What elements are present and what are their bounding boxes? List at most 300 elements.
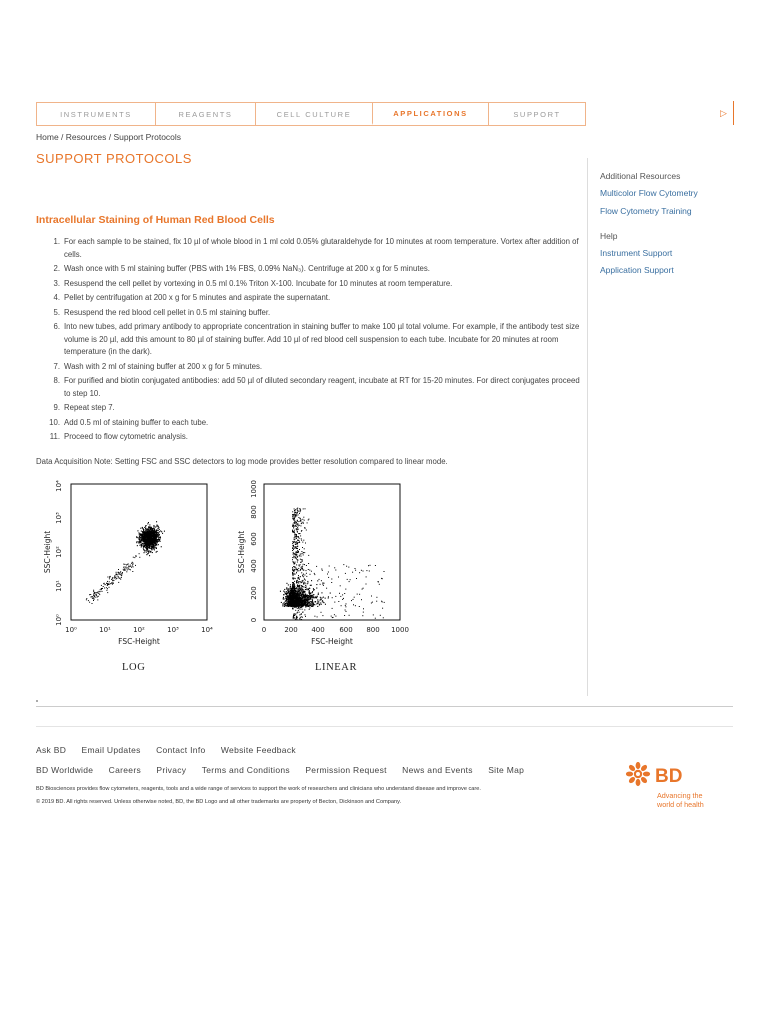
- scatter-point: [295, 567, 296, 568]
- scatter-point: [316, 597, 317, 598]
- scatter-point: [304, 592, 305, 593]
- scatter-point: [292, 584, 293, 585]
- scatter-point: [300, 609, 301, 610]
- scatter-point: [156, 532, 157, 533]
- scatter-point: [297, 548, 298, 549]
- sidebar-link-multicolor-flow-cytometry[interactable]: Multicolor Flow Cytometry: [600, 188, 698, 198]
- scatter-point: [311, 580, 312, 581]
- scatter-point: [338, 577, 339, 578]
- scatter-point: [111, 579, 112, 580]
- scatter-point: [121, 575, 122, 576]
- scatter-point: [306, 602, 307, 603]
- scatter-point: [305, 605, 306, 606]
- scatter-point: [295, 546, 296, 547]
- scatter-point: [152, 530, 153, 531]
- scatter-point: [101, 585, 102, 586]
- scatter-point: [319, 604, 320, 605]
- scatter-point: [298, 578, 299, 579]
- scatter-point: [299, 600, 300, 601]
- footer-link-permission-request[interactable]: Permission Request: [305, 765, 387, 775]
- scatter-point: [153, 548, 154, 549]
- scatter-point: [304, 527, 305, 528]
- scatter-point: [92, 603, 93, 604]
- scatter-point: [321, 612, 322, 613]
- scatter-point: [292, 569, 293, 570]
- scatter-point: [286, 583, 287, 584]
- scatter-point: [126, 568, 127, 569]
- protocol-step: [36, 321, 588, 359]
- scatter-point: [298, 570, 299, 571]
- scatter-point: [293, 601, 294, 602]
- scatter-point: [306, 530, 307, 531]
- breadcrumb[interactable]: Home / Resources / Support Protocols: [36, 132, 182, 142]
- scatter-point: [304, 575, 305, 576]
- scatter-point: [109, 584, 110, 585]
- footer-link-ask-bd[interactable]: Ask BD: [36, 745, 67, 755]
- scatter-point: [384, 602, 385, 603]
- scatter-point: [323, 585, 324, 586]
- scatter-point: [99, 594, 100, 595]
- scatter-point: [93, 595, 94, 596]
- scatter-point: [299, 566, 300, 567]
- bd-logo-text: BD: [655, 766, 683, 787]
- scatter-point: [296, 617, 297, 618]
- scatter-point: [298, 517, 299, 518]
- scatter-point: [128, 563, 129, 564]
- scatter-point: [151, 549, 152, 550]
- scatter-point: [93, 594, 94, 595]
- scatter-point: [300, 576, 301, 577]
- scatter-point: [92, 596, 93, 597]
- scatter-point: [154, 549, 155, 550]
- scatter-point: [151, 539, 152, 540]
- footer-link-careers[interactable]: Careers: [108, 765, 142, 775]
- footer-link-bd-worldwide[interactable]: BD Worldwide: [36, 765, 94, 775]
- footer-link-terms[interactable]: Terms and Conditions: [201, 765, 290, 775]
- scatter-point: [307, 581, 308, 582]
- scatter-point: [147, 538, 148, 539]
- scatter-point: [302, 582, 303, 583]
- scatter-point: [298, 551, 299, 552]
- scatter-point: [293, 595, 294, 596]
- scatter-point: [156, 526, 157, 527]
- scatter-point: [137, 530, 138, 531]
- scatter-point: [296, 600, 297, 601]
- scatter-point: [294, 585, 295, 586]
- scatter-point: [154, 530, 155, 531]
- scatter-point: [135, 565, 136, 566]
- scatter-point: [296, 619, 297, 620]
- scatter-point: [307, 583, 308, 584]
- scatter-point: [291, 591, 292, 592]
- scatter-point: [118, 569, 119, 570]
- scatter-point: [144, 527, 145, 528]
- footer-blurb: BD Biosciences provides flow cytometers, reagents, tools and a wide range of services to support the work of researchers and clinicians who understand disease and improve care.: [36, 786, 481, 792]
- scatter-point: [131, 567, 132, 568]
- scatter-point: [98, 591, 99, 592]
- scatter-point: [293, 579, 294, 580]
- data-acquisition-note: Data Acquisition Note: Setting FSC and SSC detectors to log mode provides better resolution compared to linear mode.: [36, 457, 448, 466]
- scatter-point: [148, 529, 149, 530]
- scatter-point: [151, 543, 152, 544]
- scatter-point: [299, 599, 300, 600]
- scatter-point: [297, 562, 298, 563]
- scatter-point: [284, 604, 285, 605]
- scatter-point: [298, 581, 299, 582]
- scatter-point: [305, 595, 306, 596]
- scatter-point: [293, 606, 294, 607]
- scatter-point: [132, 562, 133, 563]
- scatter-point: [341, 605, 342, 606]
- scatter-point: [143, 549, 144, 550]
- scatter-point: [299, 521, 300, 522]
- scatter-point: [296, 536, 297, 537]
- scatter-point: [118, 582, 119, 583]
- scatter-point: [156, 535, 157, 536]
- scatter-point: [296, 603, 297, 604]
- scatter-point: [300, 592, 301, 593]
- scatter-point: [143, 548, 144, 549]
- scatter-point: [142, 534, 143, 535]
- scatter-point: [142, 543, 143, 544]
- scatter-point: [345, 610, 346, 611]
- scatter-point: [345, 589, 346, 590]
- scatter-point: [295, 512, 296, 513]
- scatter-point: [302, 561, 303, 562]
- plot-frame: [71, 484, 207, 620]
- scatter-point: [289, 605, 290, 606]
- scatter-point: [292, 567, 293, 568]
- scatter-point: [151, 546, 152, 547]
- nav-tab-applications[interactable]: APPLICATIONS: [372, 103, 488, 125]
- log-y-ticks: [55, 480, 63, 626]
- scatter-point: [298, 521, 299, 522]
- scatter-point: [375, 565, 376, 566]
- x-tick-label: 10²: [133, 626, 145, 634]
- scatter-point: [295, 602, 296, 603]
- scatter-point: [148, 540, 149, 541]
- scatter-point: [290, 598, 291, 599]
- scatter-point: [301, 523, 302, 524]
- sidebar-link-flow-cytometry-training[interactable]: Flow Cytometry Training: [600, 206, 692, 216]
- scatter-point: [114, 576, 115, 577]
- footer-copyright: © 2019 BD. All rights reserved. Unless otherwise noted, BD, the BD Logo and all other trademarks are property of Becton, Dickinson and Company.: [36, 799, 401, 805]
- scatter-point: [298, 582, 299, 583]
- scatter-point: [293, 604, 294, 605]
- scatter-point: [109, 578, 110, 579]
- bd-logo[interactable]: [625, 762, 725, 810]
- scatter-point: [302, 596, 303, 597]
- scatter-point: [303, 584, 304, 585]
- scatter-point: [140, 528, 141, 529]
- scatter-point: [363, 571, 364, 572]
- scatter-point: [151, 533, 152, 534]
- scatter-point: [296, 534, 297, 535]
- nav-tab-instruments[interactable]: INSTRUMENTS: [36, 103, 155, 125]
- scatter-point: [295, 542, 296, 543]
- scatter-point: [294, 607, 295, 608]
- scatter-point: [95, 597, 96, 598]
- scatter-point: [120, 571, 121, 572]
- footer-link-privacy[interactable]: Privacy: [156, 765, 187, 775]
- scatter-point: [292, 557, 293, 558]
- scatter-point: [127, 569, 128, 570]
- scatter-point: [94, 599, 95, 600]
- scatter-point: [302, 566, 303, 567]
- scatter-point: [298, 568, 299, 569]
- scatter-point: [143, 546, 144, 547]
- scatter-point: [100, 591, 101, 592]
- scatter-point: [296, 572, 297, 573]
- scatter-point: [296, 597, 297, 598]
- scatter-point: [292, 541, 293, 542]
- scatter-point: [291, 601, 292, 602]
- scatter-point: [303, 570, 304, 571]
- scatter-point: [93, 598, 94, 599]
- scatter-point: [144, 545, 145, 546]
- scatter-point: [305, 614, 306, 615]
- scatter-point: [301, 551, 302, 552]
- scatter-point: [100, 589, 101, 590]
- step-number: 10.: [49, 417, 60, 427]
- scatter-point: [292, 530, 293, 531]
- scatter-point: [296, 552, 297, 553]
- scatter-point: [294, 539, 295, 540]
- sidebar-link-application-support[interactable]: Application Support: [600, 265, 674, 275]
- scatter-point: [294, 594, 295, 595]
- scatter-point: [305, 603, 306, 604]
- footer-link-contact-info[interactable]: Contact Info: [156, 745, 206, 755]
- scatter-point: [144, 541, 145, 542]
- scatter-point: [130, 566, 131, 567]
- scatter-point: [359, 594, 360, 595]
- scatter-point: [295, 534, 296, 535]
- scatter-point: [143, 530, 144, 531]
- scatter-point: [300, 602, 301, 603]
- scatter-point: [155, 545, 156, 546]
- step-text: Resuspend the cell pellet by vortexing in 0.5 ml 0.1% Triton X-100. Incubate for 10 minutes at room temperature.: [64, 278, 453, 288]
- scatter-point: [299, 612, 300, 613]
- scatter-point: [303, 508, 304, 509]
- scatter-point: [302, 617, 303, 618]
- scatter-point: [153, 531, 154, 532]
- x-axis-label: FSC-Height: [118, 637, 160, 646]
- scatter-point: [363, 608, 364, 609]
- scatter-point: [318, 593, 319, 594]
- scatter-point: [288, 600, 289, 601]
- scatter-point: [300, 569, 301, 570]
- scatter-point: [301, 616, 302, 617]
- protocol-steps-list: [36, 236, 588, 446]
- scatter-point: [304, 591, 305, 592]
- scatter-point: [102, 591, 103, 592]
- step-number: 3.: [53, 278, 60, 288]
- scatter-point: [141, 531, 142, 532]
- scatter-point: [303, 576, 304, 577]
- scatter-point: [151, 541, 152, 542]
- scatter-point: [296, 558, 297, 559]
- scatter-point: [130, 565, 131, 566]
- scatter-point: [353, 599, 354, 600]
- scatter-point: [290, 593, 291, 594]
- scatter-point: [297, 586, 298, 587]
- sidebar-link-instrument-support[interactable]: Instrument Support: [600, 248, 673, 258]
- scatter-point: [115, 579, 116, 580]
- scatter-point: [139, 540, 140, 541]
- scatter-point: [301, 540, 302, 541]
- scatter-point: [133, 566, 134, 567]
- footer-link-site-map[interactable]: Site Map: [488, 765, 525, 775]
- scatter-point: [294, 522, 295, 523]
- scatter-point: [301, 572, 302, 573]
- scatter-point: [308, 519, 309, 520]
- nav-tab-reagents[interactable]: REAGENTS: [155, 103, 255, 125]
- scatter-point: [297, 529, 298, 530]
- scatter-point: [295, 521, 296, 522]
- scatter-point: [320, 602, 321, 603]
- footer-link-website-feedback[interactable]: Website Feedback: [220, 745, 296, 755]
- scatter-point: [293, 524, 294, 525]
- scatter-point: [293, 525, 294, 526]
- step-text: Wash once with 5 ml staining buffer (PBS with 1% FBS, 0.09% NaN₃). Centrifuge at 200 x g for 5 minutes.: [64, 264, 430, 273]
- protocol-step: [36, 278, 588, 291]
- protocol-step: [36, 292, 588, 305]
- scatter-point: [297, 552, 298, 553]
- sidebar-heading-help: Help: [600, 231, 618, 241]
- scatter-point: [150, 548, 151, 549]
- scatter-point: [148, 536, 149, 537]
- scatter-point: [298, 514, 299, 515]
- scatter-point: [304, 604, 305, 605]
- scatter-point: [151, 548, 152, 549]
- scatter-point: [331, 616, 332, 617]
- x-tick-label: 10¹: [99, 626, 111, 634]
- scatter-point: [300, 562, 301, 563]
- nav-tab-support[interactable]: SUPPORT: [488, 103, 586, 125]
- scatter-point: [319, 579, 320, 580]
- scatter-point: [321, 597, 322, 598]
- y-tick-label: 400: [250, 559, 258, 573]
- nav-next-arrow-icon[interactable]: ▷: [720, 108, 727, 118]
- scatter-point: [158, 544, 159, 545]
- scatter-point: [152, 537, 153, 538]
- scatter-point: [298, 565, 299, 566]
- scatter-point: [295, 525, 296, 526]
- scatter-point: [343, 564, 344, 565]
- scatter-point: [324, 583, 325, 584]
- scatter-point: [99, 593, 100, 594]
- scatter-point: [150, 540, 151, 541]
- scatter-point: [344, 615, 345, 616]
- scatter-point: [145, 538, 146, 539]
- nav-tab-cell-culture[interactable]: CELL CULTURE: [255, 103, 372, 125]
- scatter-point: [292, 517, 293, 518]
- protocol-step: [36, 307, 588, 320]
- scatter-point: [287, 595, 288, 596]
- scatter-point: [102, 588, 103, 589]
- scatter-point: [296, 544, 297, 545]
- scatter-point: [301, 521, 302, 522]
- scatter-point: [146, 552, 147, 553]
- scatter-point: [109, 587, 110, 588]
- scatter-point: [309, 570, 310, 571]
- footer-link-email-updates[interactable]: Email Updates: [81, 745, 141, 755]
- step-text: For purified and biotin conjugated antibodies: add 50 µl of diluted secondary reagent, incubate at RT for 15-20 minutes. For direct conjugates proceed to step 10.: [64, 376, 580, 398]
- scatter-point: [153, 532, 154, 533]
- scatter-point: [329, 566, 330, 567]
- scatter-point: [155, 544, 156, 545]
- scatter-point: [93, 600, 94, 601]
- scatter-point: [302, 542, 303, 543]
- scatter-point: [304, 552, 305, 553]
- scatter-point: [154, 548, 155, 549]
- scatter-point: [116, 572, 117, 573]
- y-tick-label: 10²: [55, 546, 63, 558]
- scatter-point: [306, 570, 307, 571]
- step-text: Resuspend the red blood cell pellet in 0.5 ml staining buffer.: [64, 307, 271, 317]
- scatter-point: [158, 526, 159, 527]
- scatter-point: [153, 541, 154, 542]
- scatter-point: [297, 546, 298, 547]
- scatter-point: [106, 587, 107, 588]
- scatter-point: [293, 531, 294, 532]
- scatter-point: [296, 599, 297, 600]
- footer-link-news-and-events[interactable]: News and Events: [402, 765, 473, 775]
- x-tick-label: 400: [311, 626, 325, 634]
- scatter-point: [290, 600, 291, 601]
- scatter-point: [293, 552, 294, 553]
- scatter-point: [303, 523, 304, 524]
- scatter-point: [304, 548, 305, 549]
- scatter-point: [159, 539, 160, 540]
- scatter-point: [156, 541, 157, 542]
- scatter-point: [132, 564, 133, 565]
- scatter-point: [300, 554, 301, 555]
- scatter-point: [97, 599, 98, 600]
- scatter-point: [294, 586, 295, 587]
- scatter-point: [309, 607, 310, 608]
- scatter-point: [308, 602, 309, 603]
- scatter-point: [119, 578, 120, 579]
- scatter-point: [293, 618, 294, 619]
- scatter-point: [334, 614, 335, 615]
- scatter-point: [320, 600, 321, 601]
- scatter-point: [296, 581, 297, 582]
- scatter-point: [320, 597, 321, 598]
- scatter-point: [300, 587, 301, 588]
- bd-tagline-line1: Advancing the: [657, 791, 703, 800]
- scatter-point: [296, 538, 297, 539]
- scatter-point: [322, 615, 323, 616]
- protocol-step: [36, 431, 588, 444]
- scatter-point: [296, 514, 297, 515]
- scatter-point: [294, 548, 295, 549]
- scatter-point: [151, 531, 152, 532]
- scatter-point: [161, 531, 162, 532]
- scatter-point: [303, 574, 304, 575]
- scatter-point: [292, 594, 293, 595]
- scatter-point: [295, 600, 296, 601]
- scatter-point: [150, 535, 151, 536]
- scatter-point: [164, 531, 165, 532]
- scatter-point: [149, 537, 150, 538]
- scatter-point: [297, 523, 298, 524]
- scatter-point: [293, 514, 294, 515]
- scatter-point: [301, 591, 302, 592]
- scatter-point: [158, 532, 159, 533]
- scatter-point: [355, 568, 356, 569]
- scatter-point: [158, 528, 159, 529]
